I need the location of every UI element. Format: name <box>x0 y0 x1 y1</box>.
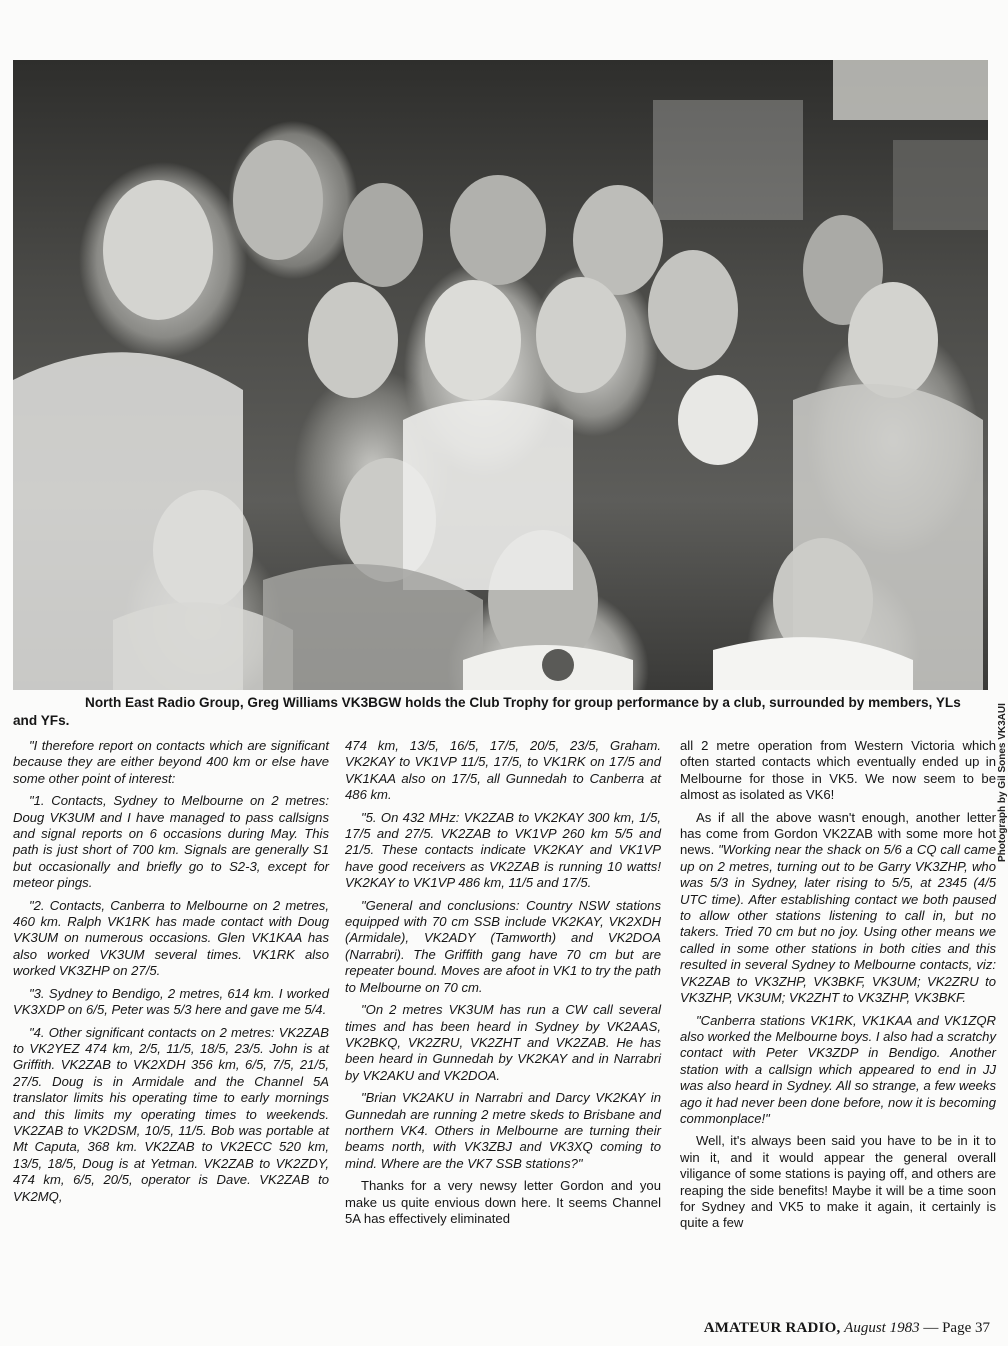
person-head <box>308 282 398 398</box>
person-head <box>450 175 546 285</box>
back-wall <box>653 100 803 220</box>
person-head <box>103 180 213 320</box>
paragraph: "3. Sydney to Bendigo, 2 metres, 614 km. I worked VK3XDP on 6/5, Peter was 5/3 here and gave me 5/4. <box>13 985 329 1018</box>
issue-date: August 1983 <box>844 1320 920 1336</box>
paragraph: Thanks for a very newsy letter Gordon and you make us quite envious down here. It seems Channel 5A has effectively eliminated <box>345 1178 661 1226</box>
photo-silhouettes <box>13 60 988 690</box>
paragraph: "5. On 432 MHz: VK2ZAB to VK2KAY 300 km, 1/5, 17/5 and 27/5. VK2ZAB to VK1VP 260 km 5/5 and 21/5. These contacts indicate VK2KAY and VK1VP have good receivers as VK2ZAB is running 10 watts! VK2KAY to VK1VP 486 km, 11/5 and 17/5. <box>345 809 661 891</box>
person-head <box>343 183 423 287</box>
column-2 <box>345 738 661 1233</box>
paragraph: "4. Other significant contacts on 2 metres: VK2ZAB to VK2YEZ 474 km, 2/5, 11/5, 18/5, 23/5. John is at Griffith. VK2ZAB to VK2XDH 356 km, 6/5, 7/5, 21/5, 27/5. Doug is in Armidale and the Channel 5A translator limits his operating time to early mornings and this limits my operating times to weekends. VK2ZAB to VK2DSM, 10/5, 11/5. Bob was portable at Mt Caputa, 368 km. VK2ZAB to VK2ECC 520 km, 13/5, 18/5, Doug is at Yetman. VK2ZAB to VK2ZDY, 474 km, 6/5, 20/5, operator is Dave. VK2ZAB to VK2MQ, <box>13 1024 329 1204</box>
wall-poster <box>893 140 988 230</box>
paragraph: "Canberra stations VK1RK, VK1KAA and VK1ZQR also worked the Melbourne boys. I also had a scratchy contact with Peter VK3ZDP in Bendigo. Another station with a callsign which appeared to end in JJ was also heard in Sydney. All so strange, a few weeks ago it had never been done before, now it is becoming commonplace!" <box>680 1012 996 1126</box>
person-head <box>648 250 738 370</box>
person-head <box>536 277 626 393</box>
group-photograph <box>13 60 988 690</box>
photo-caption: North East Radio Group, Greg Williams VK3BGW holds the Club Trophy for group performance by a club, surrounded by members, YLs and YFs. <box>13 695 961 728</box>
paragraph <box>680 810 996 1007</box>
baby-head <box>678 375 758 465</box>
page-number: — Page 37 <box>919 1320 990 1336</box>
paragraph: "On 2 metres VK3UM has run a CW call several times and has been heard in Sydney by VK2AAS, VK2BKQ, VK2ZRU, VK2ZHT and VK2ZAB. He has been heard in Gunnedah by VK2KAY and in Narrabri by VK2AKU and VK2DOA. <box>345 1002 661 1083</box>
page-footer <box>640 1320 990 1337</box>
paragraph: "1. Contacts, Sydney to Melbourne on 2 metres: Doug VK3UM and I have managed to pass callsigns and signal reports on 6 occasions during May. This path is just short of 700 km. Signals are generally S1 but occasionally and briefly go to S2-3, except for meteor pings. <box>13 793 329 891</box>
paragraph: 474 km, 13/5, 16/5, 17/5, 20/5, 23/5, Graham. VK2KAY to VK1VP 11/5, 17/5, to VK1RK on 17/5 and VK1KAA also on 17/5, all Gunnedah to Canberra at 486 km. <box>345 738 661 803</box>
person-head <box>425 280 521 400</box>
column-3 <box>680 738 996 1238</box>
person-body <box>403 400 573 590</box>
person-head <box>233 140 323 260</box>
club-trophy <box>542 649 574 681</box>
paragraph: "Brian VK2AKU in Narrabri and Darcy VK2KAY in Gunnedah are running 2 metre skeds to Brisbane and northern VK4. Others in Melbourne are turning their beams north, with VK3ZBJ and VK3XQ coming to mind. Where are the VK7 SSB stations?" <box>345 1090 661 1171</box>
paragraph: "I therefore report on contacts which are significant because they are either beyond 400 km or else have some other point of interest: <box>13 738 329 786</box>
quoted-text: "Working near the shack on 5/6 a CQ call came up on 2 metres, turning out to be Garry VK3ZHP, who was 5/3 in Sydney, later rising to 5/5, at 2345 (4/5 UTC time). After establishing contact we both paused to allow other stations listening to call in, but no takers. Tried 70 cm but no joy. Using other means we called in some other stations in both cities and this resulted in several Sydney to Melbourne contacts, viz: VK2ZAB to VK3ZHP, VK3BKF, VK3UM; VK2ZRU to VK3ZHP, VK3UM; VK2ZHT to VK3ZHP, VK3BKF. <box>680 842 996 1006</box>
paragraph: "General and conclusions: Country NSW stations equipped with 70 cm SSB include VK2KAY, VK2XDH (Armidale), VK2ADY (Tamworth) and VK2DOA (Narrabri). The Griffith gang have 70 cm but are repeater bound. Moves are afoot in VK1 to try the path to Melbourne on 70 cm. <box>345 897 661 995</box>
wall-sign <box>833 60 988 120</box>
paragraph-text: As if all the above wasn't enough, another letter has come from Gordon VK2ZAB with some more hot news. <box>680 809 996 858</box>
paragraph: Well, it's always been said you have to be in it to win it, and it would appear the general overall viligance of some stations is paying off, and others are reaping the side benefits! Maybe it will be a time soon for Sydney and VK5 to make it again, it certainly is quite a few <box>680 1133 996 1231</box>
paragraph: all 2 metre operation from Western Victoria which often started contacts which eventually ended up in Melbourne for those in VK5. We now seem to be almost as isolated as VK6! <box>680 738 996 803</box>
paragraph: "2. Contacts, Canberra to Melbourne on 2 metres, 460 km. Ralph VK1RK has made contact with Doug VK3UM on numerous occasions. Glen VK1KAA has also worked VK3UM several times. VK1RK also worked VK3ZHP on 27/5. <box>13 897 329 979</box>
person-head <box>848 282 938 398</box>
photo-credit-text: Photograph by Gil Sones VK3AUI <box>997 703 1008 862</box>
publication-name: AMATEUR RADIO, <box>703 1320 841 1336</box>
column-1 <box>13 738 329 1211</box>
